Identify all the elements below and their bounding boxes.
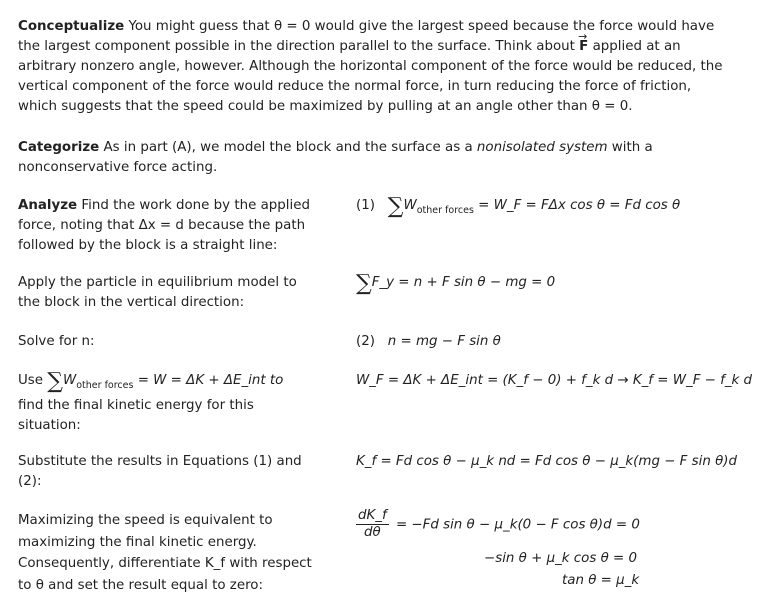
trig-equation: −sin θ + μ_k cos θ = 0	[484, 551, 638, 566]
kinetic-energy-equation	[356, 452, 737, 472]
equilibrium-equation	[356, 273, 555, 294]
sum-symbol: ∑	[356, 271, 372, 296]
use-mid: = W = ΔK + ΔE_int to	[133, 373, 284, 388]
kinetic-energy-equation-body: K_f = Fd cos θ − μ_k nd = Fd cos θ − μ_k(mg − F sin θ)d	[356, 454, 737, 469]
equilibrium-equation-body: F_y = n + F sin θ − mg = 0	[371, 275, 556, 290]
categorize-text-1: As in part (A), we model the block and the surface as a	[99, 140, 477, 155]
derivative-equation-body: = −Fd sin θ − μ_k(0 − F cos θ)d = 0	[391, 517, 640, 533]
substitute-text: Substitute the results in Equations (1) and (2):	[18, 454, 302, 489]
categorize-paragraph	[18, 138, 728, 178]
categorize-italic: nonisolated system	[476, 140, 608, 155]
tan-equation: tan θ = μ_k	[562, 573, 640, 588]
sum-subscript: other forces	[416, 205, 474, 216]
energy-equation-body: W_F = ΔK + ΔE_int = (K_f − 0) + f_k d → K_f = W_F − f_k d	[356, 373, 753, 388]
equation-2-body: n = mg − F sin θ	[387, 334, 501, 349]
fraction-numerator: dK_f	[358, 508, 387, 523]
conceptualize-label: Conceptualize	[18, 19, 125, 34]
use-sum-subscript: other forces	[76, 380, 134, 391]
conceptualize-text-2: applied at an arbitrary nonzero angle, however. Although the horizontal component of the force would be reduced, the vertical component of the force would reduce the normal force, in turn reducing the force of friction, which suggests that the speed could be maximized by pulling at an angle other than θ = 0.	[18, 39, 723, 114]
equation-2-number: (2)	[356, 334, 375, 349]
force-vector: → F	[579, 37, 588, 57]
equilibrium-text: Apply the particle in equilibrium model to the block in the vertical direction:	[18, 275, 297, 310]
derivative-fraction	[356, 508, 389, 541]
use-prefix: Use	[18, 373, 48, 388]
conceptualize-paragraph	[18, 17, 728, 117]
maximize-text: Maximizing the speed is equivalent to maximizing the final kinetic energy. Consequently, differentiate K_f with respect to θ and set the result equal to zero:	[18, 513, 312, 593]
sum-symbol: ∑	[47, 369, 63, 394]
equation-1: (1) $\sum W_{other forces}$ = W_F = FΔx cos θ = Fd cos θ	[356, 194, 681, 219]
analyze-text	[18, 196, 318, 256]
use-rest: find the final kinetic energy for this situation:	[18, 398, 254, 433]
sum-symbol: ∑	[387, 194, 404, 219]
analyze-body: Find the work done by the applied force, noting that Δx = d because the path followed by the block is a straight line:	[18, 198, 310, 253]
analyze-label: Analyze	[18, 198, 78, 213]
solve-n-text: Solve for n:	[18, 334, 95, 349]
energy-equation	[356, 371, 752, 391]
conceptualize-text-1: You might guess that θ = 0 would give the largest speed because the force would have the largest component possible in the direction parallel to the surface. Think about	[18, 19, 715, 54]
equation-2	[356, 332, 501, 352]
categorize-label: Categorize	[18, 140, 100, 155]
fraction-denominator: dθ	[364, 525, 381, 540]
equation-1-number: (1)	[356, 198, 375, 213]
categorize-text-2: with a nonconservative force acting.	[18, 140, 653, 175]
derivative-equation	[356, 508, 640, 541]
use-text: Use $\sum W_{other forces} = W = \Delta K$ + ΔE_int to find the final kinetic energy for this situation:	[18, 369, 284, 433]
equation-1-body: = W_F = FΔx cos θ = Fd cos θ	[473, 198, 681, 213]
